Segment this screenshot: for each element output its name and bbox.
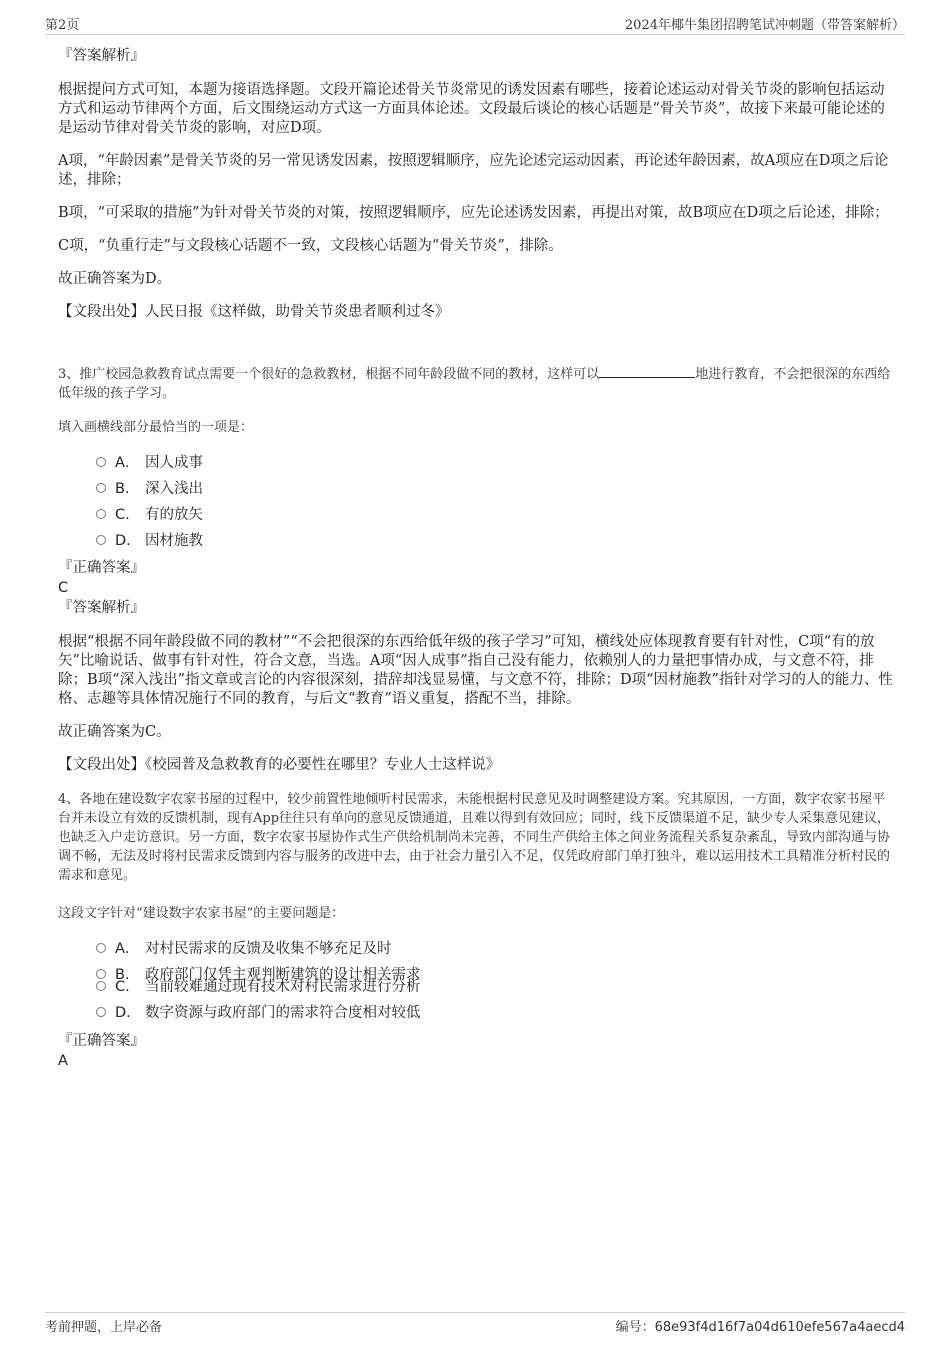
q3-option-a[interactable] [96,453,203,473]
footer-slogan: 考前押题，上岸必备 [45,1320,163,1335]
option-key: A． [115,455,140,471]
q4-option-d[interactable] [96,1003,421,1023]
document-code-label: 编号： [615,1320,655,1335]
option-text: 有的放矢 [145,507,203,523]
option-key: C. [115,507,130,523]
q3-analysis-label: 『答案解析』 [58,600,145,616]
q3-option-d[interactable] [96,531,203,551]
option-text: 对村民需求的反馈及收集不够充足及时 [145,941,392,957]
option-text: 深入浅出 [145,481,203,497]
q3-stem-after: 地进行教育，不会把很深的东西给低年级的孩子学习。 [58,367,891,401]
radio-icon[interactable] [96,943,106,953]
q4-stem-text: 4、各地在建设数字农家书屋的过程中，较少前置性地倾听村民需求，未能根据村民意见及时调整建设方案。究其原因，一方面，数字农家书屋平台并未设立有效的反馈机制，现有App往往只有单向的意见反馈通道，且难以得到有效回应；同时，线下反馈渠道不足，缺少专人采集意见建议，也缺乏入户走访意识。另一方面，数字农家书屋协作式生产供给机制尚未完善，不同生产供给主体之间业务流程关系复杂紊乱，导致内部沟通与协调不畅，无法及时将村民需求反馈到内容与服务的改进中去，由于社会力量引入不足，仅凭政府部门单打独斗，难以运用技术工具精准分析村民的需求和意见。 [58,792,891,883]
q2-analysis-para: 故正确答案为D。 [58,271,172,287]
q3-analysis-para: 故正确答案为C。 [58,724,171,740]
option-text: 因人成事 [145,455,203,471]
q2-source: 【文段出处】人民日报《这样做，助骨关节炎患者顺利过冬》 [58,304,450,320]
q4-prompt [58,904,893,923]
radio-icon[interactable] [96,457,106,467]
q2-analysis-para: A项，“年龄因素”是骨关节炎的另一常见诱发因素，按照逻辑顺序，应先论述完运动因素，再论述年龄因素，故A项应在D项之后论述，排除； [58,153,889,188]
page-number: 第2页 [45,18,80,33]
q3-blank [599,364,695,378]
q4-correct-answer: A [58,1053,68,1069]
option-key: D. [115,533,131,549]
document-code [616,1316,905,1335]
q4-prompt-text: 这段文字针对“建设数字农家书屋”的主要问题是： [58,906,345,921]
q3-analysis [58,633,893,775]
q3-stem-before: 3、推广校园急救教育试点需要一个很好的急救教材，根据不同年龄段做不同的教材，这样可以 [58,367,600,382]
q2-analysis [58,81,893,322]
q3-correct-label: 『正确答案』 [58,560,145,576]
q3-option-b[interactable] [96,479,203,499]
option-key: B. [115,481,130,497]
option-text: 因材施教 [145,533,203,549]
q2-analysis-para: C项，“负重行走”与文段核心话题不一致，文段核心话题为“骨关节炎”，排除。 [58,238,563,254]
q3-correct-answer: C [58,580,69,596]
radio-icon[interactable] [96,1007,106,1017]
option-text: 数字资源与政府部门的需求符合度相对较低 [145,1005,421,1021]
q4-option-c[interactable] [96,977,421,997]
document-title: 2024年椰牛集团招聘笔试冲刺题（带答案解析） [624,18,905,33]
page-header [45,14,905,35]
q4-option-a[interactable] [96,939,392,959]
page-footer [45,1312,905,1338]
q2-analysis-para: B项，“可采取的措施”为针对骨关节炎的对策，按照逻辑顺序，应先论述诱发因素，再提出对策，故B项应在D项之后论述，排除； [58,205,889,221]
option-key: B. [115,967,130,983]
q3-stem [58,364,893,403]
document-code-value: 68e93f4d16f7a04d610efe567a4aecd4 [654,1320,905,1335]
q4-stem [58,790,893,885]
radio-icon[interactable] [96,981,106,991]
radio-icon[interactable] [96,535,106,545]
q3-prompt-text: 填入画横线部分最恰当的一项是： [58,420,254,435]
radio-icon[interactable] [96,483,106,493]
option-key: D. [115,1005,131,1021]
option-text: 当前较难通过现有技术对村民需求进行分析 [145,979,421,995]
q3-analysis-para: 根据“根据不同年龄段做不同的教材”“不会把很深的东西给低年级的孩子学习”可知，横线处应体现教育要有针对性，C项“有的放矢”比喻说话、做事有针对性，符合文意，当选。A项“因人成事”指自己没有能力，依赖别人的力量把事情办成，与文意不符，排除；B项“深入浅出”指文章或言论的内容很深刻，措辞却浅显易懂，与文意不符，排除；D项“因材施教”指针对学习的人的能力、性格、志趣等具体情况施行不同的教育，与后文“教育”语义重复，搭配不当，排除。 [58,634,893,707]
q3-option-c[interactable] [96,505,203,525]
q2-analysis-label: 『答案解析』 [58,48,145,64]
option-key: A． [115,941,140,957]
q3-source: 【文段出处】《校园普及急救教育的必要性在哪里？专业人士这样说》 [58,757,501,773]
q2-analysis-para: 根据提问方式可知，本题为接语选择题。文段开篇论述骨关节炎常见的诱发因素有哪些，接着论述运动对骨关节炎的影响包括运动方式和运动节律两个方面，后文围绕运动方式这一方面具体论述。文段最后谈论的核心话题是“骨关节炎”，故接下来最可能论述的是运动节律对骨关节炎的影响，对应D项。 [58,82,885,136]
radio-icon[interactable] [96,509,106,519]
option-key: C. [115,979,130,995]
option-text: 政府部门仅凭主观判断建筑的设计相关需求 [145,967,421,983]
q3-prompt [58,418,893,437]
q4-correct-label: 『正确答案』 [58,1033,145,1049]
